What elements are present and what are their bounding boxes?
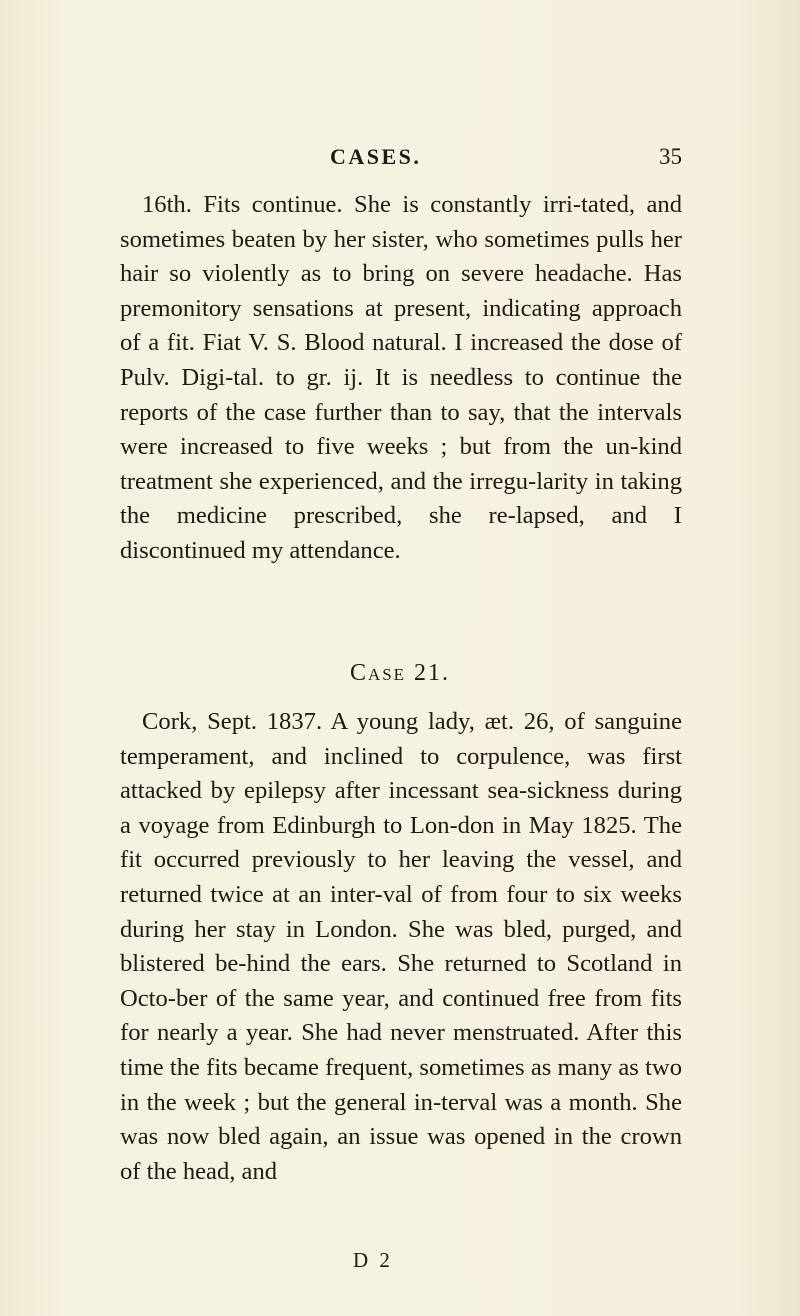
signature-mark: D 2 xyxy=(353,1248,393,1272)
paragraph-case-continuation: 16th. Fits continue. She is constantly irri-tated, and sometimes beaten by her sister, who sometimes pulls her hair so violently as to bring on severe headache. Has premonitory sensations at present, indicating approach of a fit. Fiat V. S. Blood natural. I increased the dose of Pulv. Digi-tal. to gr. ij. It is needless to continue the reports of the case further than to say, that the intervals were increased to five weeks ; but from the un-kind treatment she experienced, and the irregu-larity in taking the medicine prescribed, she re-lapsed, and I discontinued my attendance. xyxy=(120,191,682,564)
case-heading: Case 21. xyxy=(349,660,451,686)
paragraph-case-21: Cork, Sept. 1837. A young lady, æt. 26, of sanguine temperament, and inclined to corpulence, was first attacked by epilepsy after incessant sea-sickness during a voyage from Edinburgh to Lon-don in May 1825. The fit occurred previously to her leaving the vessel, and returned twice at an inter-val of from four to six weeks during her stay in London. She was bled, purged, and blistered be-hind the ears. She returned to Scotland in Octo-ber of the same year, and continued free from fits for nearly a year. She had never menstruated. After this time the fits became frequent, sometimes as many as two in the week ; but the general in-terval was a month. She was now bled again, an issue was opened in the crown of the head, and xyxy=(120,708,682,1185)
running-head: CASES. xyxy=(330,144,422,169)
page-header xyxy=(0,144,800,174)
page-number: 35 xyxy=(659,144,682,169)
